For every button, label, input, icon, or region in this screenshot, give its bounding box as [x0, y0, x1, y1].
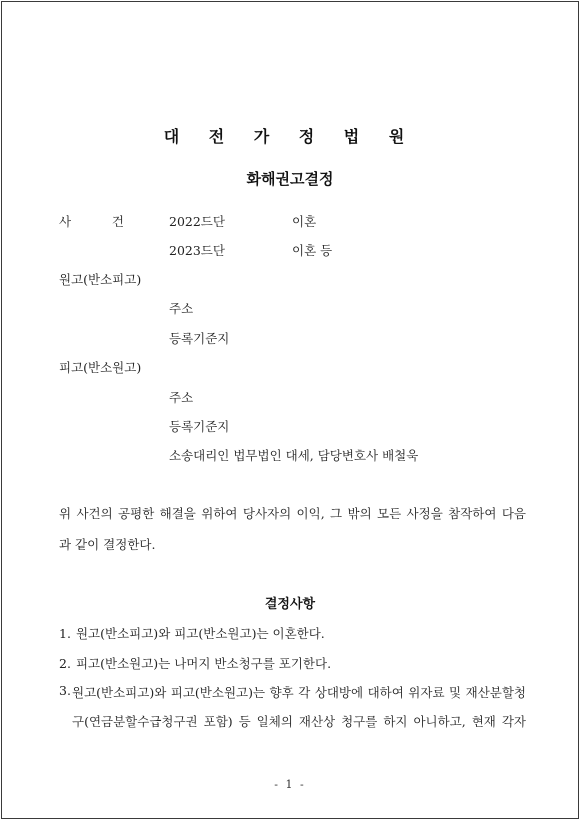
defendant-address-label: 주소: [169, 390, 194, 405]
document-page: [1, 1, 579, 819]
decision-item-text: 원고(반소피고)와 피고(반소원고)는 향후 각 상대방에 대하여 위자료 및 재산분할청: [72, 685, 526, 700]
decision-item-number: 2.: [59, 656, 71, 671]
intro-line-2: 과 같이 결정한다.: [59, 537, 156, 552]
document-title: 화해권고결정: [246, 170, 334, 188]
decision-item-1: [59, 624, 325, 642]
case-number-2: 2023드단: [169, 243, 225, 258]
decision-item-number: 1.: [59, 626, 71, 641]
plaintiff-label: 원고(반소피고): [59, 272, 142, 287]
case-label: [59, 212, 124, 230]
decision-item-text: 원고(반소피고)와 피고(반소원고)는 이혼한다.: [75, 626, 325, 641]
case-number-1: 2022드단: [169, 214, 225, 229]
defendant-registration-label: 등록기준지: [169, 419, 230, 434]
intro-line-1: 위 사건의 공평한 해결을 위하여 당사자의 이익, 그 밖의 모든 사정을 참작하여 다음: [59, 506, 526, 521]
case-type-2: 이혼 등: [292, 243, 333, 258]
decision-item-3-continuation: 구(연금분할수급청구권 포함) 등 일체의 재산상 청구를 하지 아니하고, 현재 각자: [72, 714, 526, 729]
court-name: 대 전 가 정 법 원: [163, 127, 417, 146]
plaintiff-address-label: 주소: [169, 301, 194, 316]
page-number: - 1 -: [274, 778, 306, 791]
defendant-attorney: 소송대리인 법무법인 대세, 담당변호사 배철욱: [169, 448, 419, 463]
plaintiff-registration-label: 등록기준지: [169, 331, 230, 346]
defendant-label: 피고(반소원고): [59, 360, 142, 375]
decision-heading: 결정사항: [264, 597, 316, 612]
case-label-left: 사: [59, 214, 72, 229]
decision-item-2: [59, 654, 331, 672]
case-type-1: 이혼: [292, 214, 317, 229]
decision-item-number: 3.: [59, 683, 71, 698]
decision-item-3: [59, 683, 526, 701]
decision-item-text: 피고(반소원고)는 나머지 반소청구를 포기한다.: [75, 656, 332, 671]
case-label-right: 건: [111, 214, 124, 229]
